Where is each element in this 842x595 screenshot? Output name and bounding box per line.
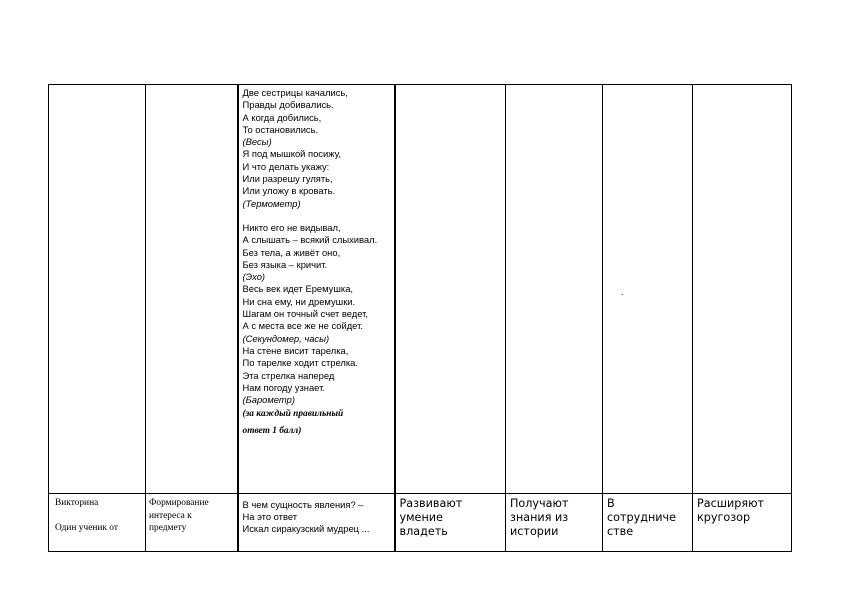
- cell-line: владеть: [399, 525, 448, 538]
- cell-line: В чем сущность явления? –: [242, 499, 364, 510]
- table-cell: [395, 494, 506, 552]
- poem-line: Нам погоду узнает.: [242, 381, 325, 393]
- riddle-answer: (Секундомер, часы): [242, 332, 330, 344]
- quiz-label: Викторина: [55, 498, 99, 508]
- cell-line: интереса к: [149, 510, 192, 521]
- cell-line: умение: [399, 511, 443, 524]
- table-cell: [238, 494, 395, 552]
- question-cell-text: [239, 494, 394, 534]
- table-cell: [603, 494, 693, 552]
- poem-line: На стене висит тарелка,: [242, 344, 349, 356]
- poem-line: А когда добились,: [242, 111, 322, 123]
- poem-line: Никто его не видывал,: [242, 221, 341, 233]
- poem-line: Правды добивались.: [242, 99, 334, 111]
- participants-label: Один ученик от: [55, 522, 118, 533]
- poem-line: А слышать – всякий слыхивал.: [242, 234, 378, 246]
- cell-line: На это ответ: [242, 510, 298, 522]
- poem-line: То остановились.: [242, 123, 319, 135]
- poem-line: Или разрешу гулять,: [242, 173, 333, 185]
- table-cell: [506, 85, 624, 494]
- poem-line: Эта стрелка наперед: [242, 369, 335, 381]
- riddle-answer: ответ 1 балл): [242, 426, 302, 437]
- poem-line: И что делать укажу:: [242, 160, 330, 172]
- poem-line: Я под мышкой посижу,: [242, 148, 341, 160]
- cell-line: сотрудниче: [607, 511, 677, 524]
- cell-line: истории: [510, 525, 559, 538]
- poem-gap: [243, 210, 394, 222]
- cell-line: Расширяют: [697, 497, 765, 510]
- poem-line: Или уложу в кровать.: [242, 185, 336, 197]
- table-row: [49, 494, 792, 552]
- cell-line: кругозор: [697, 511, 751, 524]
- table-cell: [49, 85, 146, 494]
- cooperation-cell-text: [603, 494, 692, 539]
- poem-line: А с места все же не сойдет.: [242, 320, 363, 332]
- table-cell: [146, 494, 238, 552]
- poem-line: Шагам он точный счет ведет,: [242, 308, 368, 320]
- riddles-cell: [238, 85, 395, 494]
- cell-line: знания из: [510, 511, 569, 524]
- outlook-cell-text: [693, 494, 791, 525]
- table-cell: [693, 494, 792, 552]
- poem-line: Без языка – кричит.: [242, 258, 328, 270]
- cell-line: Получают: [510, 497, 569, 510]
- lesson-plan-table: [48, 84, 792, 552]
- poem-line: Две сестрицы качались,: [242, 87, 348, 98]
- table-cell: [146, 85, 238, 494]
- riddle-answer: (Эхо): [242, 271, 266, 283]
- poem-line: Без тела, а живёт оно,: [242, 246, 341, 258]
- riddle-answer: (Термометр): [242, 197, 301, 209]
- riddle-answer: (Барометр): [242, 394, 295, 406]
- table-cell: [506, 494, 603, 552]
- poem-line: По тарелке ходит стрелка.: [242, 357, 358, 369]
- riddle-answer: (Весы): [242, 136, 272, 148]
- riddles-text: [239, 85, 394, 440]
- table-cell: [49, 494, 146, 552]
- skills-cell-text: [396, 494, 506, 539]
- poem-line: Весь век идет Еремушка,: [242, 283, 354, 295]
- cell-line: В: [607, 497, 615, 510]
- knowledge-cell-text: [506, 494, 602, 539]
- cell-line: Формирование: [149, 498, 209, 508]
- quiz-cell-text: [49, 494, 145, 534]
- cell-line: Развивают: [399, 497, 463, 510]
- table-cell: [395, 85, 506, 494]
- cell-line: Искал сиракузский мудрец ...: [242, 522, 370, 534]
- goal-cell-text: [146, 494, 237, 535]
- cell-line: предмету: [149, 523, 187, 533]
- poem-line: Ни сна ему, ни дремушки.: [242, 295, 356, 307]
- table-cell: [603, 85, 693, 494]
- table-row: [49, 85, 792, 494]
- table-cell: [693, 85, 792, 494]
- riddle-answer: (за каждый правильный: [242, 409, 344, 420]
- cell-mark: .: [621, 287, 624, 297]
- cell-line: стве: [607, 525, 634, 538]
